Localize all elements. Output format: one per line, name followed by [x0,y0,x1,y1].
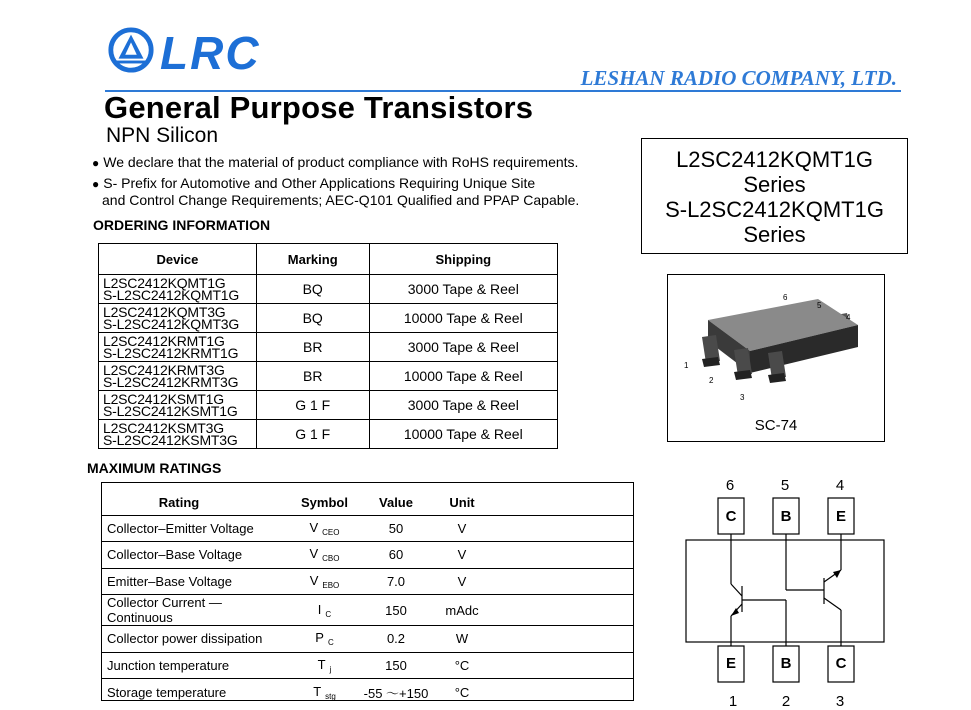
rating-cell: Collector–Emitter Voltage [101,515,287,542]
bullet-icon: ● [92,156,100,170]
value-cell: 150 [362,595,430,626]
device-name-alt: S-L2SC2412KRMT1G [103,345,239,361]
device-cell [99,362,257,391]
table-row [101,515,634,542]
symbol-subscript: CBO [322,554,340,564]
part-number-box [641,138,908,254]
pin-label: 2 [709,376,714,385]
rating-cell: Collector power dissipation [101,626,287,653]
device-name-alt: S-L2SC2412KSMT1G [103,403,238,419]
pin-letter: B [780,508,792,525]
marking-cell: BR [256,333,369,362]
rating-cell: Junction temperature [101,652,287,679]
pin-letter: B [780,655,792,672]
rating-cell: Emitter–Base Voltage [101,568,287,595]
unit-cell: V [430,515,494,542]
device-cell [99,275,257,304]
device-name: L2SC2412KSMT3G [103,420,224,436]
unit-cell: °C [430,652,494,679]
pin-number: 3 [835,693,845,710]
table-header-row [101,482,634,515]
pin-number: 1 [728,693,738,710]
part-number-line4: Series [743,222,806,247]
shipping-cell: 10000 Tape & Reel [369,420,557,449]
pin-number: 5 [780,477,790,494]
shipping-cell: 3000 Tape & Reel [369,391,557,420]
symbol-subscript: j [329,664,332,674]
symbol-cell [287,515,362,542]
column-header-shipping: Shipping [369,244,557,275]
device-name: L2SC2412KQMT1G [103,275,226,291]
symbol-cell [287,679,362,706]
symbol-cell [287,542,362,569]
device-name: L2SC2412KRMT3G [103,362,225,378]
package-label: SC-74 [754,417,798,434]
pin-letter: E [835,508,847,525]
device-name-alt: S-L2SC2412KRMT3G [103,374,239,390]
marking-cell: BQ [256,304,369,333]
part-number-line3: S-L2SC2412KQMT1G [665,197,884,222]
max-ratings-heading: MAXIMUM RATINGS [87,460,222,476]
device-name: L2SC2412KSMT1G [103,391,224,407]
pin-label: 1 [684,361,689,370]
bullet-icon: ● [92,177,100,191]
pin-number: 6 [725,477,735,494]
table-row [99,275,558,304]
pin-number: 4 [835,477,845,494]
rating-cell: Storage temperature [101,679,287,706]
device-cell [99,333,257,362]
unit-cell: °C [430,679,494,706]
table-row [101,626,634,653]
logo-wordmark: LRC [160,27,261,79]
symbol: V [309,572,319,588]
device-cell [99,304,257,333]
pin-letter: C [725,508,737,525]
table-row [101,679,634,706]
symbol-cell [287,568,362,595]
company-name: LESHAN RADIO COMPANY, LTD. [580,66,897,90]
pin-letter: C [835,655,847,672]
prefix-note-line2: and Control Change Requirements; AEC-Q101 Qualified and PPAP Capable. [102,192,580,208]
symbol-cell [287,626,362,653]
table-row [99,362,558,391]
pin-label: 6 [783,293,788,302]
symbol-subscript: C [325,609,332,619]
table-row [101,542,634,569]
column-header-device: Device [99,244,257,275]
table-header-row [99,244,558,275]
device-name-alt: S-L2SC2412KQMT1G [103,287,240,303]
pin-label: 5 [817,301,822,310]
rohs-note [92,154,578,171]
unit-cell: V [430,542,494,569]
device-cell [99,420,257,449]
unit-cell: W [430,626,494,653]
symbol-subscript: CEO [322,527,340,537]
prefix-note-line1: S- Prefix for Automotive and Other Applications Requiring Unique Site [103,175,536,191]
symbol: T [317,656,326,672]
pinout-schematic [680,474,890,710]
table-row [101,652,634,679]
pin-label: 3 [740,393,745,402]
rohs-note-text: We declare that the material of product compliance with RoHS requirements. [103,154,579,170]
symbol-subscript: stg [325,691,336,701]
unit-cell: V [430,568,494,595]
table-row [101,595,634,626]
table-row [99,420,558,449]
column-header-symbol: Symbol [301,494,348,510]
device-cell [99,391,257,420]
marking-cell: BQ [256,275,369,304]
lrc-logo-icon [107,26,155,74]
device-name: L2SC2412KRMT1G [103,333,225,349]
pin-label: 4 [846,313,851,322]
symbol: P [315,630,324,646]
symbol: V [309,519,319,535]
column-header-unit: Unit [449,494,475,510]
rating-cell: Collector–Base Voltage [101,542,287,569]
symbol: I [317,601,322,617]
marking-cell: G 1 F [256,420,369,449]
prefix-note [92,175,579,208]
device-name-alt: S-L2SC2412KQMT3G [103,316,240,332]
ordering-table [98,243,558,449]
value-cell: -55 〜+150 [362,679,430,706]
symbol-cell [287,652,362,679]
shipping-cell: 3000 Tape & Reel [369,275,557,304]
value-cell: 150 [362,652,430,679]
shipping-cell: 10000 Tape & Reel [369,362,557,391]
value-cell: 60 [362,542,430,569]
value-cell: 7.0 [362,568,430,595]
value-cell: 0.2 [362,626,430,653]
device-name-alt: S-L2SC2412KSMT3G [103,432,238,448]
shipping-cell: 10000 Tape & Reel [369,304,557,333]
column-header-rating: Rating [158,494,200,510]
table-row [99,333,558,362]
pin-number: 2 [781,693,791,710]
marking-cell: G 1 F [256,391,369,420]
part-number-line2: Series [743,172,806,197]
table-row [101,568,634,595]
symbol: T [313,683,322,699]
part-number-line1: L2SC2412KQMT1G [676,147,873,172]
ordering-heading: ORDERING INFORMATION [93,217,271,233]
device-name: L2SC2412KQMT3G [103,304,226,320]
unit-cell: mAdc [430,595,494,626]
pin-letter: E [725,655,737,672]
rating-cell: Collector Current — Continuous [101,595,287,626]
marking-cell: BR [256,362,369,391]
column-header-value: Value [379,494,413,510]
column-header-marking: Marking [256,244,369,275]
table-row [99,391,558,420]
shipping-cell: 3000 Tape & Reel [369,333,557,362]
table-row [99,304,558,333]
symbol: V [309,546,319,562]
symbol-cell [287,595,362,626]
max-ratings-table [101,482,634,705]
value-cell: 50 [362,515,430,542]
symbol-subscript: C [327,638,334,648]
symbol-subscript: EBO [322,580,340,590]
page-title: General Purpose Transistors [104,90,534,125]
page-subtitle: NPN Silicon [106,124,219,147]
